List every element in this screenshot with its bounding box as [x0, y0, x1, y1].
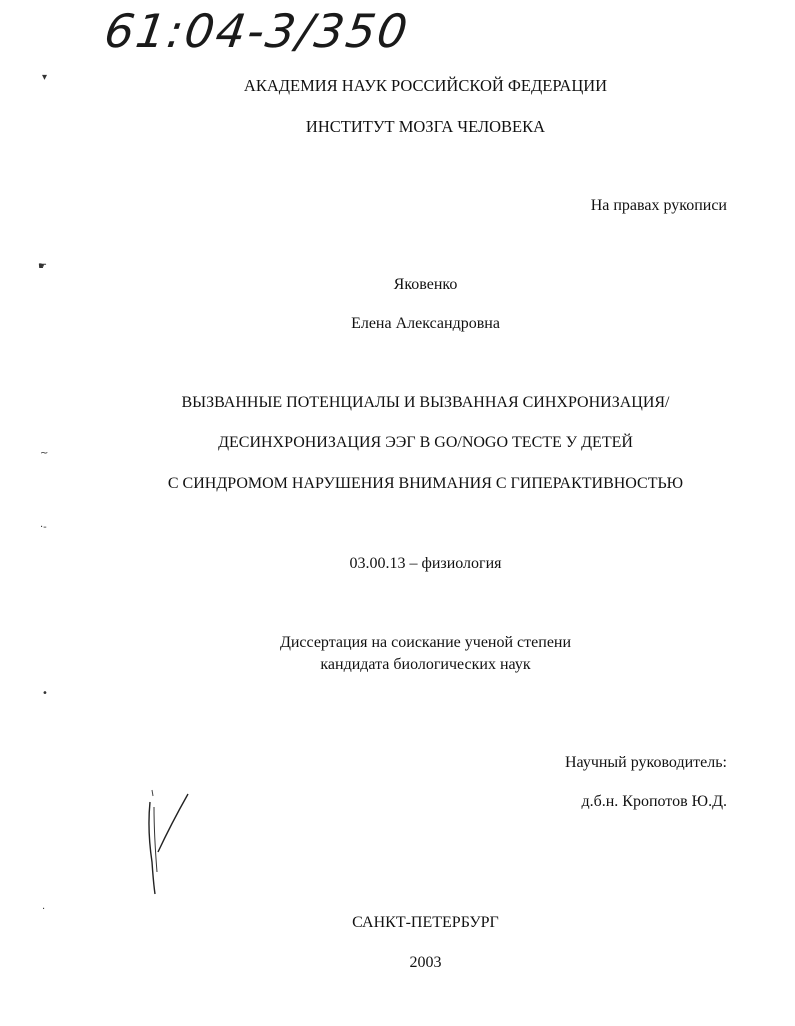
margin-speck: • — [42, 688, 48, 699]
margin-speck: · — [42, 904, 46, 915]
handwritten-signature — [140, 782, 200, 900]
rights-note: На правах рукописи — [590, 197, 727, 214]
academy-name: АКАДЕМИЯ НАУК РОССИЙСКОЙ ФЕДЕРАЦИИ — [243, 76, 608, 95]
title-line-2: ДЕСИНХРОНИЗАЦИЯ ЭЭГ В GO/NOGO ТЕСТЕ У ДЕТЕЙ — [218, 434, 633, 451]
degree-line-1: Диссертация на соискание ученой степени — [279, 634, 572, 651]
supervisor-name: д.б.н. Кропотов Ю.Д. — [581, 793, 727, 810]
city: САНКТ-ПЕТЕРБУРГ — [352, 914, 499, 931]
institute-name: ИНСТИТУТ МОЗГА ЧЕЛОВЕКА — [305, 117, 546, 136]
title-line-3: С СИНДРОМОМ НАРУШЕНИЯ ВНИМАНИЯ С ГИПЕРАКТИВНОСТЬЮ — [167, 475, 684, 492]
author-given-names: Елена Александровна — [351, 315, 500, 332]
title-line-1: ВЫЗВАННЫЕ ПОТЕНЦИАЛЫ И ВЫЗВАННАЯ СИНХРОНИЗАЦИЯ/ — [181, 394, 670, 411]
margin-speck: ▾ — [42, 72, 48, 83]
margin-speck: ~ — [40, 448, 49, 459]
author-surname: Яковенко — [393, 276, 458, 293]
margin-speck: ☛ — [38, 261, 47, 272]
specialty: 03.00.13 – физиология — [349, 555, 502, 572]
supervisor-label: Научный руководитель: — [564, 754, 727, 771]
degree-line-2: кандидата биологических наук — [320, 656, 531, 673]
margin-speck: ·- — [40, 522, 47, 533]
year: 2003 — [409, 954, 442, 971]
handwritten-archive-code: 61:04-3/350 — [101, 4, 413, 58]
